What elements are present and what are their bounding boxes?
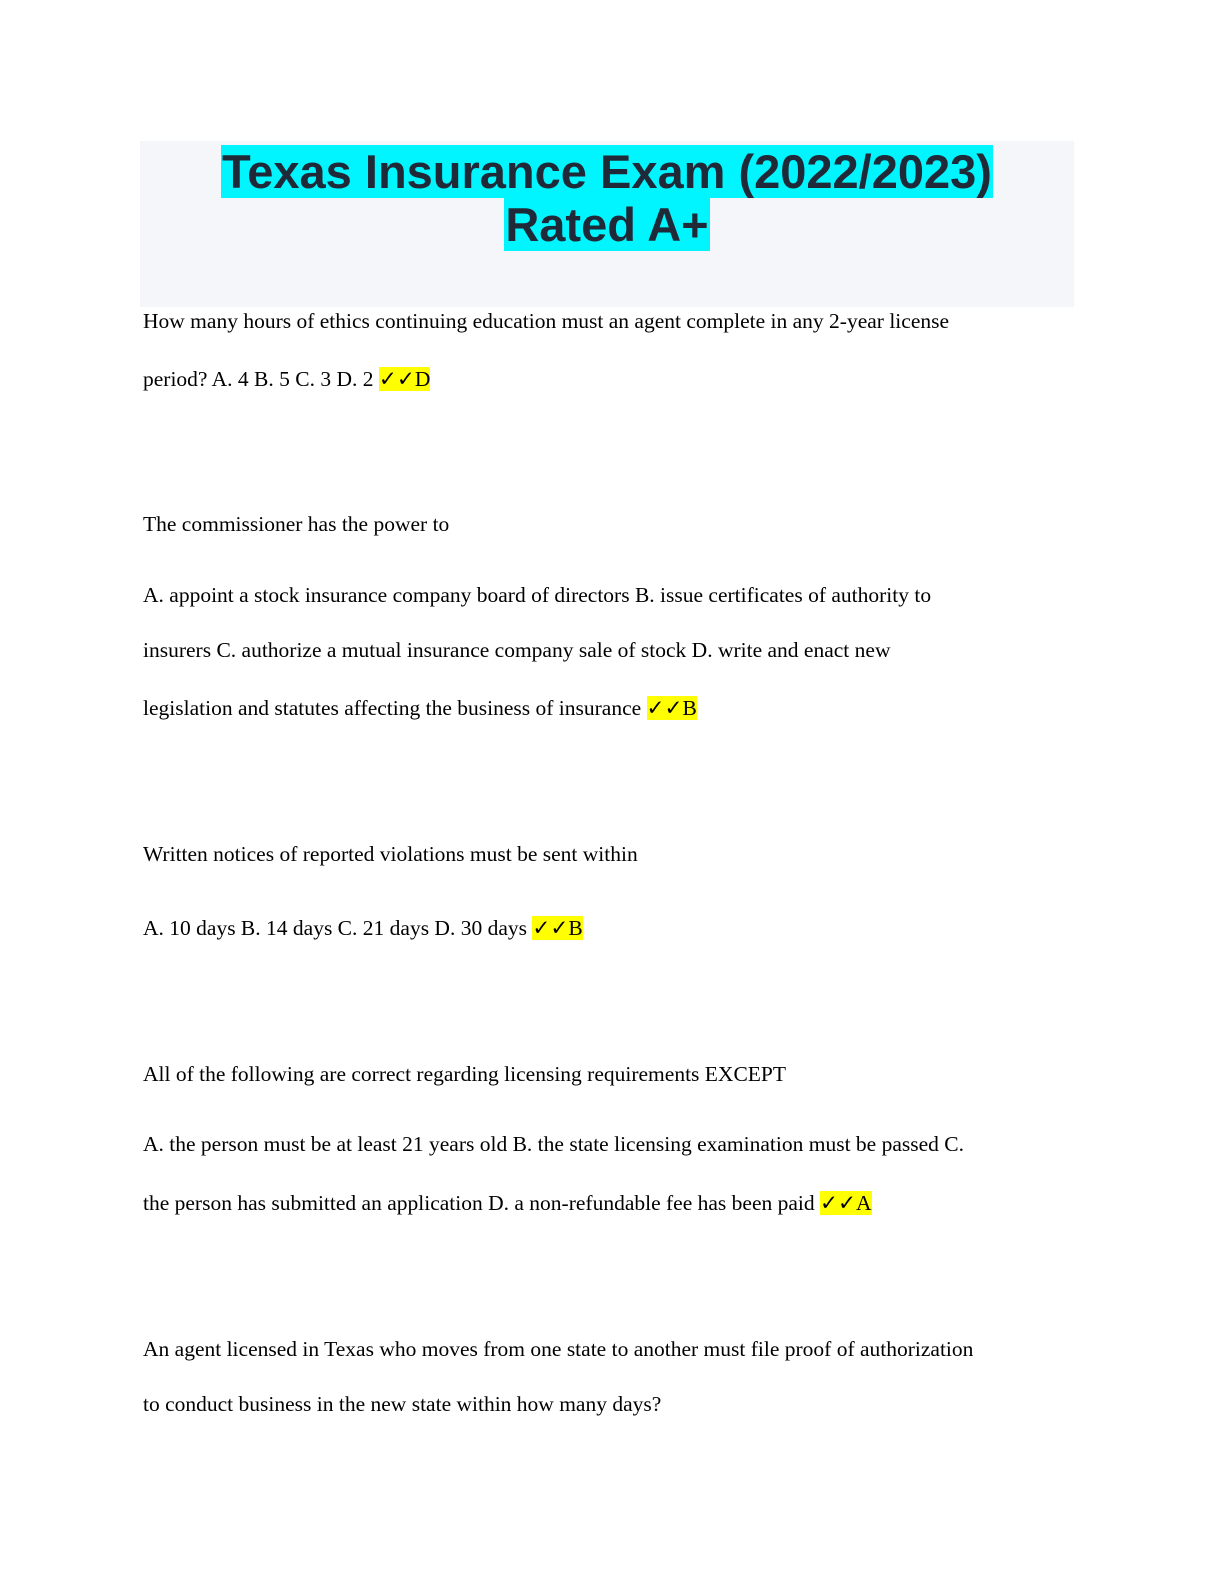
q4-answer: ✓✓A bbox=[820, 1191, 872, 1215]
title-box bbox=[140, 141, 1074, 307]
q2-text-line-4: legislation and statutes affecting the business of insurance ✓✓B bbox=[143, 696, 697, 720]
q1-answer: ✓✓D bbox=[378, 367, 431, 391]
q4-text-line-2: A. the person must be at least 21 years old B. the state licensing examination must be passed C. bbox=[143, 1132, 965, 1156]
q1-text-line-1: How many hours of ethics continuing education must an agent complete in any 2-year license bbox=[143, 309, 950, 333]
title-line-2: Rated A+ bbox=[505, 198, 709, 251]
q2-answer: ✓✓B bbox=[646, 696, 697, 720]
q2-text-line-1: The commissioner has the power to bbox=[143, 512, 450, 536]
title-line-1: Texas Insurance Exam (2022/2023) bbox=[222, 145, 992, 198]
q5-text-line-1: An agent licensed in Texas who moves from one state to another must file proof of authorization bbox=[143, 1337, 974, 1361]
q3-answer: ✓✓B bbox=[532, 916, 583, 940]
q3-text-line-2: A. 10 days B. 14 days C. 21 days D. 30 days ✓✓B bbox=[143, 916, 583, 940]
q1-text-line-2: period? A. 4 B. 5 C. 3 D. 2 ✓✓D bbox=[143, 367, 431, 391]
q3-text-line-1: Written notices of reported violations must be sent within bbox=[143, 842, 638, 866]
q4-text-line-3: the person has submitted an application D. a non-refundable fee has been paid ✓✓A bbox=[143, 1191, 872, 1215]
q5-text-line-2: to conduct business in the new state within how many days? bbox=[143, 1392, 662, 1416]
q2-text-line-2: A. appoint a stock insurance company board of directors B. issue certificates of authority to bbox=[143, 583, 932, 607]
q4-text-line-1: All of the following are correct regarding licensing requirements EXCEPT bbox=[143, 1062, 787, 1086]
q2-text-line-3: insurers C. authorize a mutual insurance company sale of stock D. write and enact new bbox=[143, 638, 891, 662]
